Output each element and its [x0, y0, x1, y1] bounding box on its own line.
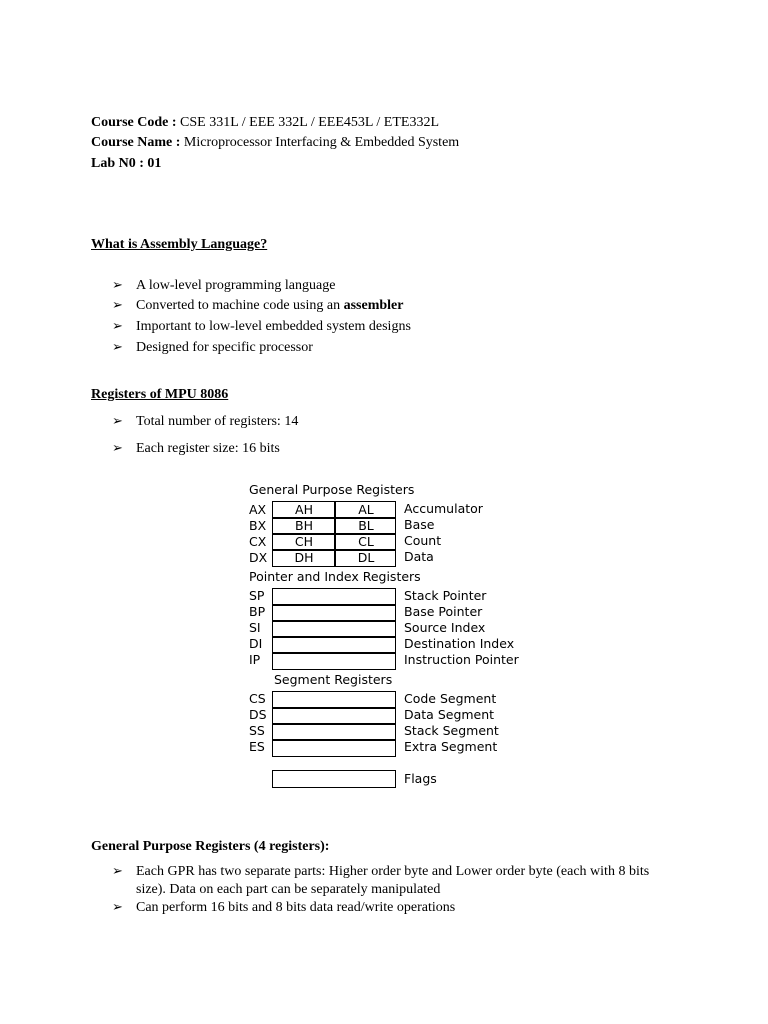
pointer-desc: Base Pointer: [404, 604, 483, 619]
course-code-label: Course Code :: [91, 115, 177, 130]
assembler-term: assembler: [343, 298, 404, 313]
segment-name: ES: [249, 739, 265, 754]
segment-divider: [272, 723, 396, 725]
gpr-low-byte: DL: [357, 550, 375, 565]
pointer-name: SP: [249, 588, 265, 603]
arrow-bullet-icon: ➢: [112, 864, 123, 879]
section-title-assembly: What is Assembly Language?: [91, 237, 268, 252]
segment-divider: [272, 739, 396, 741]
arrow-bullet-icon: ➢: [112, 298, 123, 313]
gpr-desc: Count: [404, 533, 442, 548]
pointer-divider: [272, 636, 396, 638]
flags-label: Flags: [404, 771, 437, 786]
list-item: ➢ Designed for specific processor: [112, 340, 313, 355]
arrow-bullet-icon: ➢: [112, 441, 123, 456]
list-item: ➢ Converted to machine code using an assembler: [112, 298, 404, 313]
pointer-desc: Source Index: [404, 620, 486, 635]
pointer-divider: [272, 620, 396, 622]
course-name-value: Microprocessor Interfacing & Embedded System: [180, 135, 460, 150]
segment-desc: Data Segment: [404, 707, 495, 722]
pointer-name: DI: [249, 636, 263, 651]
flags-box: [272, 770, 396, 788]
segment-desc: Code Segment: [404, 691, 497, 706]
arrow-bullet-icon: ➢: [112, 340, 123, 355]
list-item: ➢ Important to low-level embedded system designs: [112, 319, 411, 334]
pointer-divider: [272, 604, 396, 606]
segment-title: Segment Registers: [274, 672, 393, 687]
pointer-desc: Destination Index: [404, 636, 515, 651]
segment-desc: Stack Segment: [404, 723, 499, 738]
pointer-name: BP: [249, 604, 266, 619]
segment-name: SS: [249, 723, 265, 738]
gpr-title: General Purpose Registers: [249, 482, 415, 497]
gpr-name: AX: [249, 502, 267, 517]
pointer-divider: [272, 652, 396, 654]
list-item: ➢ Can perform 16 bits and 8 bits data read/write operations: [112, 900, 456, 915]
pointer-title: Pointer and Index Registers: [249, 569, 421, 584]
gpr-low-byte: CL: [358, 534, 374, 549]
pointer-desc: Instruction Pointer: [404, 652, 519, 667]
gpr-name: DX: [249, 550, 268, 565]
gpr-high-byte: DH: [294, 550, 314, 565]
gpr-low-byte: AL: [358, 502, 374, 517]
course-name-label: Course Name :: [91, 135, 181, 150]
gpr-high-byte: AH: [295, 502, 313, 517]
segment-desc: Extra Segment: [404, 739, 498, 754]
list-item: ➢ Total number of registers: 14: [112, 414, 299, 429]
arrow-bullet-icon: ➢: [112, 900, 123, 915]
gpr-desc: Base: [404, 517, 435, 532]
register-diagram: [248, 481, 548, 791]
pointer-desc: Stack Pointer: [404, 588, 487, 603]
section-title-gpr: General Purpose Registers (4 registers):: [91, 839, 330, 854]
arrow-bullet-icon: ➢: [112, 414, 123, 429]
gpr-desc: Accumulator: [404, 501, 483, 516]
pointer-name: SI: [249, 620, 261, 635]
pointer-grid: [272, 588, 396, 670]
pointer-name: IP: [249, 652, 261, 667]
gpr-desc: Data: [404, 549, 434, 564]
course-code-line: [91, 114, 439, 132]
arrow-bullet-icon: ➢: [112, 278, 123, 293]
gpr-name: CX: [249, 534, 267, 549]
list-item: ➢ A low-level programming language: [112, 278, 336, 293]
gpr-name: BX: [249, 518, 267, 533]
gpr-low-byte: BL: [358, 518, 374, 533]
segment-name: DS: [249, 707, 267, 722]
segment-name: CS: [249, 691, 266, 706]
segment-divider: [272, 707, 396, 709]
lab-number: Lab N0 : 01: [91, 156, 162, 171]
gpr-high-byte: BH: [295, 518, 313, 533]
list-item: ➢ Each register size: 16 bits: [112, 441, 280, 456]
arrow-bullet-icon: ➢: [112, 319, 123, 334]
section-title-registers: Registers of MPU 8086: [91, 387, 229, 402]
list-item: ➢ Each GPR has two separate parts: Higher order byte and Lower order byte (each with 8 bits size). Data on each part can be separately manipulated: [112, 864, 650, 897]
gpr-high-byte: CH: [294, 534, 314, 549]
course-code-value: CSE 331L / EEE 332L / EEE453L / ETE332L: [176, 115, 440, 130]
course-name-line: [91, 134, 459, 152]
